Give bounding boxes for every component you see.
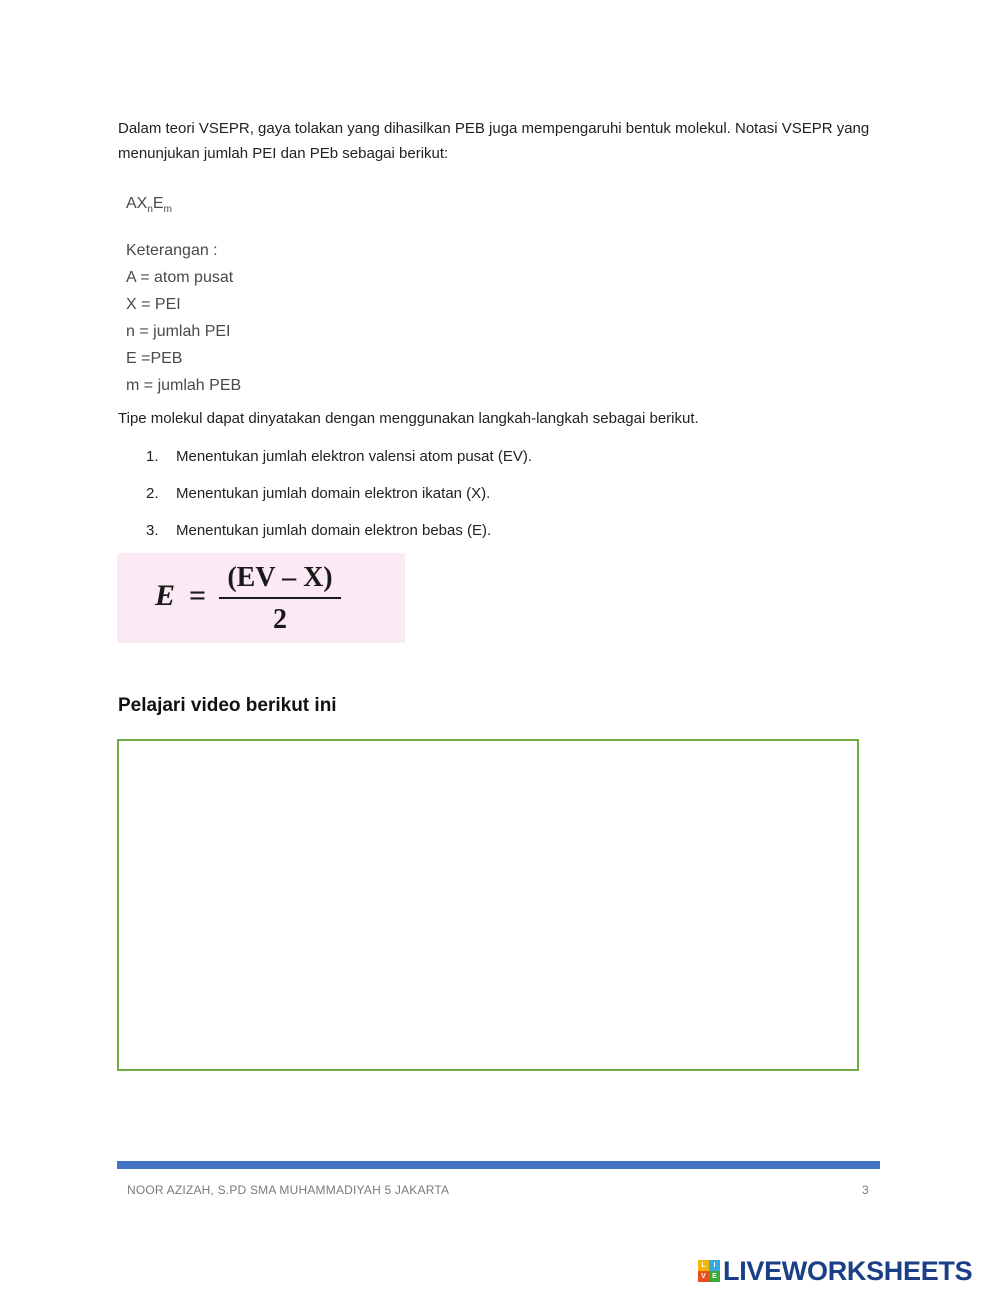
legend-item: n = jumlah PEI [126,323,231,341]
formula-base-e: E [152,195,164,212]
equation-numerator: (EV – X) [227,562,333,593]
video-embed-placeholder[interactable] [117,739,859,1071]
step-number: 2. [146,485,159,502]
steps-list [146,444,532,555]
logo-letter: E [709,1271,720,1282]
liveworksheets-logo-icon [698,1260,720,1282]
step-text: Menentukan jumlah elektron valensi atom pusat (EV). [176,448,533,465]
list-item [146,444,532,481]
logo-letter: V [698,1271,709,1282]
vsepr-formula [126,190,241,223]
page-number: 3 [862,1183,869,1197]
video-section-heading: Pelajari video berikut ini [118,695,337,716]
formula-sub-m: m [163,204,172,216]
footer-rule [117,1161,880,1169]
logo-letter: L [698,1260,709,1271]
liveworksheets-brand[interactable] [698,1256,972,1286]
legend-item: E =PEB [126,350,183,368]
logo-letter: I [709,1260,720,1271]
legend-item: m = jumlah PEB [126,377,242,395]
legend-title: Keterangan : [126,242,218,260]
list-item [146,518,532,555]
intro-paragraph: Dalam teori VSEPR, gaya tolakan yang dihasilkan PEB juga mempengaruhi bentuk molekul. Notasi VSEPR yang menunjukan jumlah PEI dan PEb sebagai berikut: [118,120,870,162]
formula-sub-n: n [147,204,153,216]
step-number: 1. [146,448,159,465]
step-number: 3. [146,522,159,539]
legend-item: A = atom pusat [126,269,234,287]
legend-item: X = PEI [126,296,181,314]
fraction-bar [219,597,341,599]
equation-fraction [219,561,341,637]
brand-name: LIVEWORKSHEETS [723,1255,973,1286]
vsepr-notation [126,190,241,399]
equation-lhs: E [155,579,176,612]
footer-author: NOOR AZIZAH, S.PD SMA MUHAMMADIYAH 5 JAKARTA [127,1183,450,1197]
steps-intro: Tipe molekul dapat dinyatakan dengan menggunakan langkah-langkah sebagai berikut. [118,410,699,427]
equation-equals: = [189,579,207,612]
formula-base-a: AX [126,195,148,212]
list-item [146,481,532,518]
equation-box [117,553,405,643]
step-text: Menentukan jumlah domain elektron ikatan (X). [176,485,491,502]
step-text: Menentukan jumlah domain elektron bebas (E). [176,522,492,539]
equation-denominator: 2 [273,604,287,635]
